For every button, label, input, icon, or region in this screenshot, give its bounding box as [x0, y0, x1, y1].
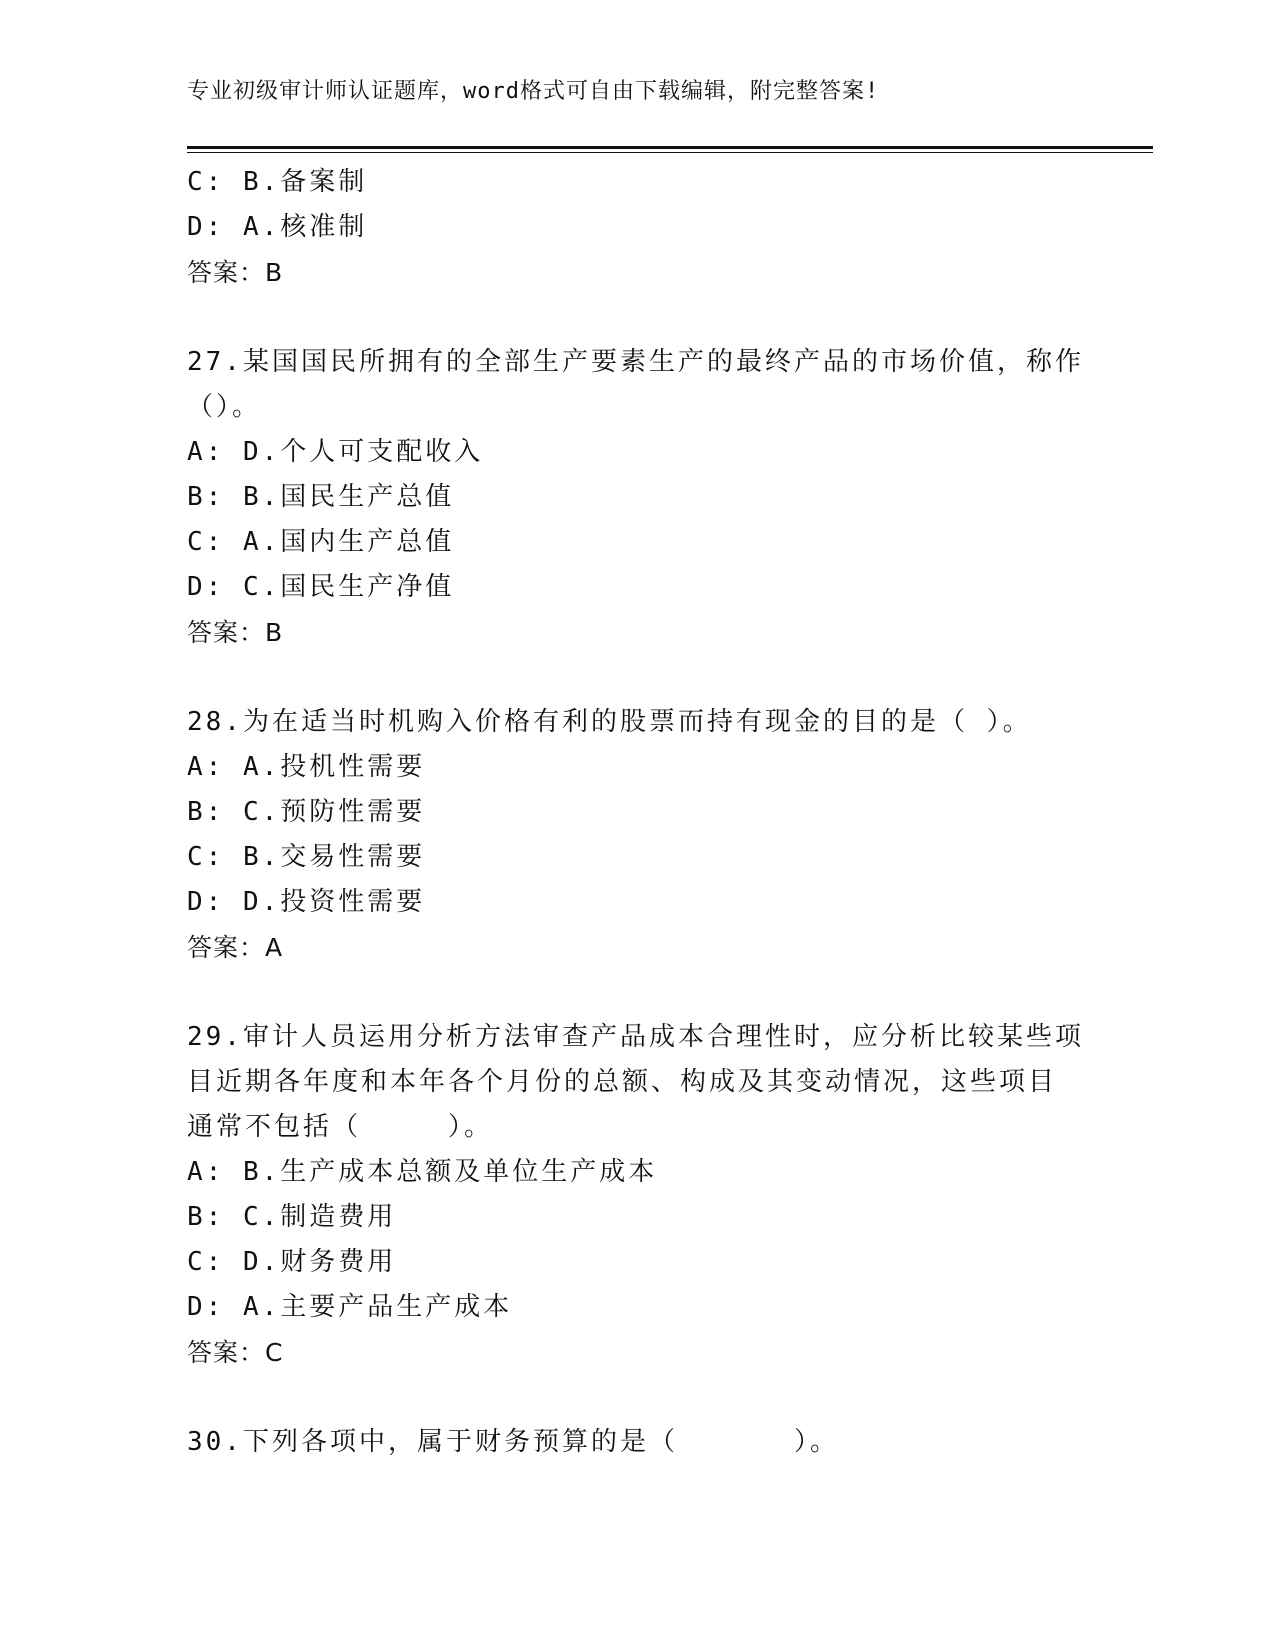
- option-b: B: B.国民生产总值: [187, 482, 455, 512]
- option-b: B: C.预防性需要: [187, 797, 426, 827]
- question-stem: （）。: [187, 392, 262, 422]
- option-a: A: D.个人可支配收入: [187, 437, 484, 467]
- answer-line: 答案：B: [187, 618, 284, 647]
- option-a: A: B.生产成本总额及单位生产成本: [187, 1157, 658, 1187]
- option-c: C: B.备案制: [187, 167, 368, 197]
- option-c: C: D.财务费用: [187, 1247, 397, 1277]
- question-block: [187, 1420, 1087, 1465]
- question-stem: 目近期各年度和本年各个月份的总额、构成及其变动情况，这些项目: [187, 1067, 1058, 1097]
- option-a: A: A.投机性需要: [187, 752, 426, 782]
- header-rule-thin: [187, 152, 1153, 153]
- spacer: [187, 295, 1087, 340]
- option-b: B: C.制造费用: [187, 1202, 397, 1232]
- spacer: [187, 655, 1087, 700]
- question-stem: 29.审计人员运用分析方法审查产品成本合理性时，应分析比较某些项: [187, 1022, 1084, 1052]
- answer-line: 答案：A: [187, 933, 284, 962]
- question-block: [187, 340, 1087, 655]
- question-stem: 28.为在适当时机购入价格有利的股票而持有现金的目的是（ ）。: [187, 707, 1032, 737]
- answer-line: 答案：B: [187, 258, 284, 287]
- header-rule-thick: [187, 146, 1153, 149]
- question-list: [187, 160, 1087, 1465]
- option-d: D: C.国民生产净值: [187, 572, 455, 602]
- spacer: [187, 1375, 1087, 1420]
- question-stem: 通常不包括（ ）。: [187, 1112, 494, 1142]
- question-block: [187, 160, 1087, 295]
- option-d: D: A.核准制: [187, 212, 368, 242]
- option-c: C: A.国内生产总值: [187, 527, 455, 557]
- page-header: 专业初级审计师认证题库，word格式可自由下载编辑，附完整答案!: [187, 79, 880, 104]
- question-stem: 27.某国国民所拥有的全部生产要素生产的最终产品的市场价值，称作: [187, 347, 1084, 377]
- question-block: [187, 1015, 1087, 1375]
- question-stem: 30.下列各项中，属于财务预算的是（ ）。: [187, 1427, 839, 1457]
- question-block: [187, 700, 1087, 970]
- option-d: D: D.投资性需要: [187, 887, 426, 917]
- answer-line: 答案：C: [187, 1338, 284, 1367]
- option-d: D: A.主要产品生产成本: [187, 1292, 513, 1322]
- option-c: C: B.交易性需要: [187, 842, 426, 872]
- spacer: [187, 970, 1087, 1015]
